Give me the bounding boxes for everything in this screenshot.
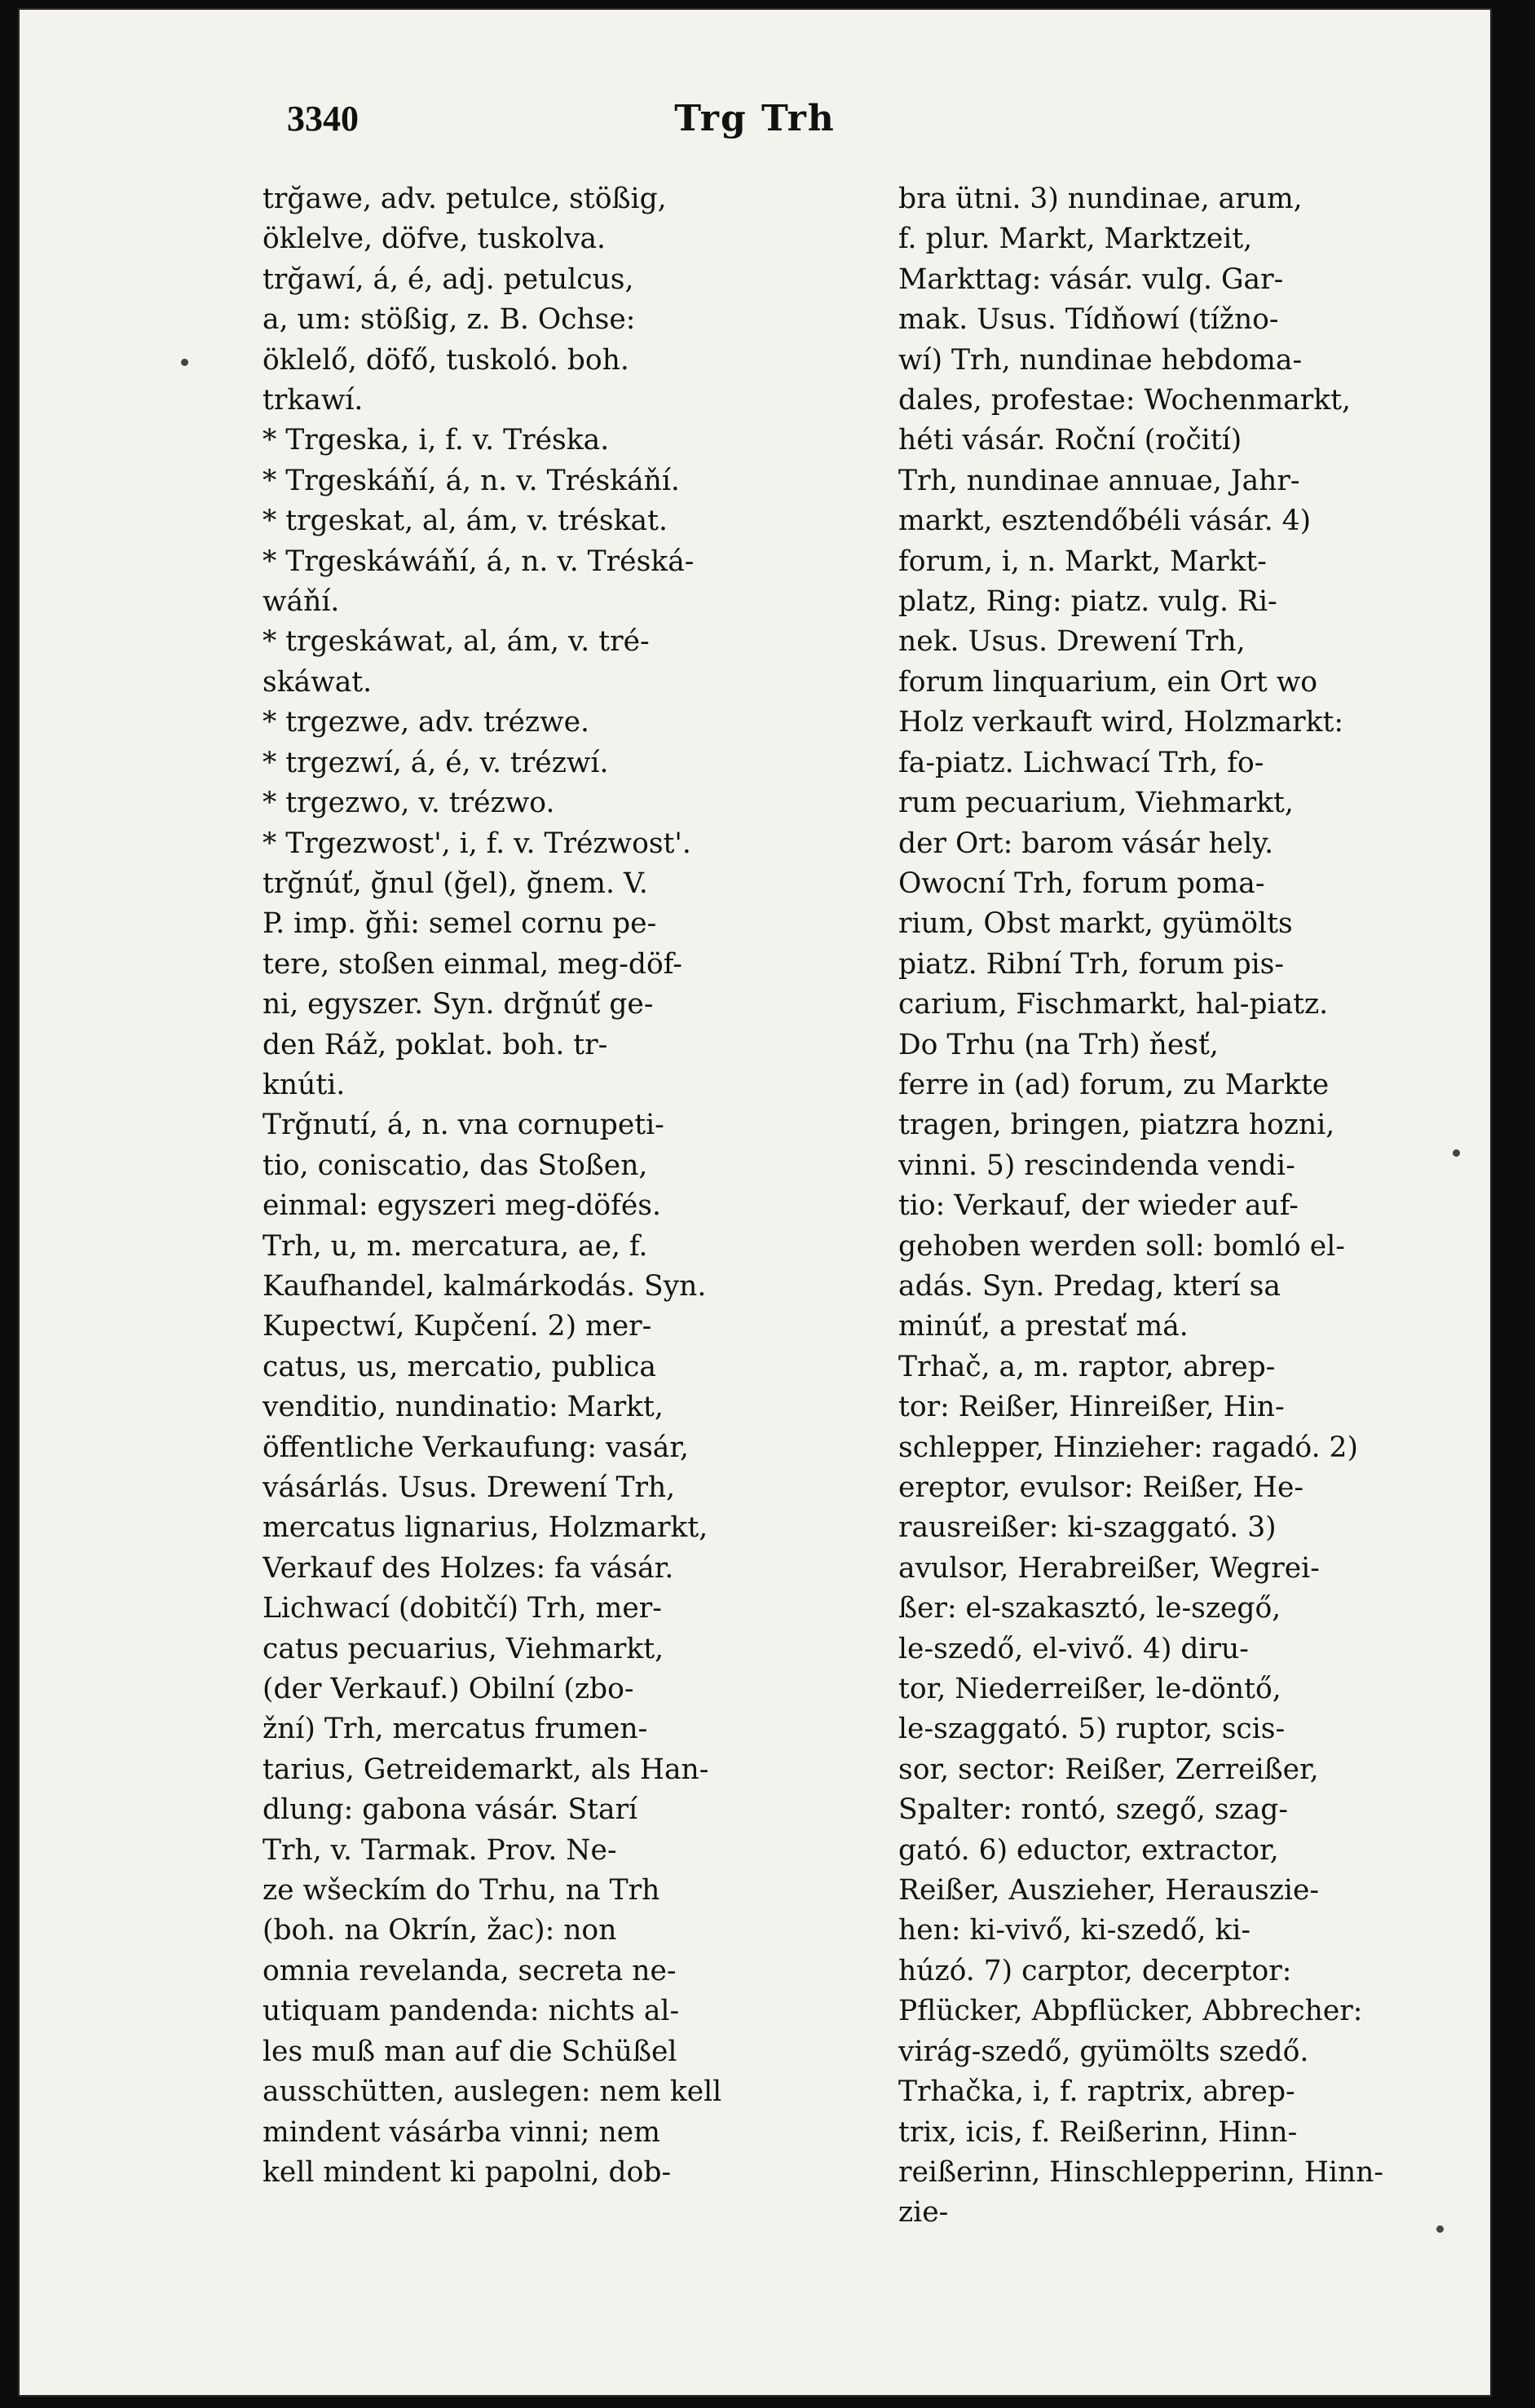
text-line: markt, esztendőbéli vásár. 4) bbox=[898, 505, 1312, 538]
text-line: Owocní Trh, forum poma- bbox=[898, 867, 1265, 900]
text-line: * trgezwo, v. trézwo. bbox=[262, 787, 555, 820]
specks-decoration bbox=[1453, 1149, 1460, 1157]
text-line: héti vásár. Roční (ročití) bbox=[898, 424, 1242, 457]
text-line: mercatus lignarius, Holzmarkt, bbox=[262, 1511, 708, 1545]
text-line: Markttag: vásár. vulg. Gar- bbox=[898, 262, 1284, 296]
text-line: adás. Syn. Predag, kterí sa bbox=[898, 1269, 1281, 1303]
text-line: rum pecuarium, Viehmarkt, bbox=[898, 787, 1294, 820]
text-line: Spalter: rontó, szegő, szag- bbox=[898, 1793, 1289, 1827]
text-line: forum linquarium, ein Ort wo bbox=[898, 665, 1318, 699]
text-line: Holz verkauft wird, Holzmarkt: bbox=[898, 706, 1344, 739]
right-column bbox=[898, 179, 1479, 2234]
text-line: wí) Trh, nundinae hebdoma- bbox=[898, 343, 1303, 377]
text-line: rausreißer: ki-szaggató. 3) bbox=[898, 1511, 1277, 1545]
text-line: Trh, u, m. mercatura, ae, f. bbox=[262, 1229, 648, 1263]
running-header bbox=[18, 98, 1492, 147]
text-line: Pflücker, Abpflücker, Abbrecher: bbox=[898, 1995, 1363, 2028]
text-line: * Trgezwost', i, f. v. Trézwost'. bbox=[262, 827, 691, 860]
text-line: a, um: stößig, z. B. Ochse: bbox=[262, 303, 636, 337]
text-line: omnia revelanda, secreta ne- bbox=[262, 1954, 677, 1987]
text-line: * trgeskat, al, ám, v. tréskat. bbox=[262, 505, 668, 538]
text-line: rium, Obst markt, gyümölts bbox=[898, 907, 1293, 941]
text-line: tor, Niederreißer, le-döntő, bbox=[898, 1673, 1281, 1706]
text-line: P. imp. ğňi: semel cornu pe- bbox=[262, 907, 657, 941]
text-line: Trğnutí, á, n. vna cornupeti- bbox=[262, 1109, 664, 1142]
text-line: tor: Reißer, Hinreißer, Hin- bbox=[898, 1391, 1285, 1424]
text-line: húzó. 7) carptor, decerptor: bbox=[898, 1954, 1292, 1987]
text-line: Kupectwí, Kupčení. 2) mer- bbox=[262, 1310, 652, 1343]
text-line: kell mindent ki papolni, dob- bbox=[262, 2155, 672, 2189]
text-line: Lichwací (dobitčí) Trh, mer- bbox=[262, 1592, 662, 1625]
text-line: catus, us, mercatio, publica bbox=[262, 1350, 656, 1383]
text-line: mindent vásárba vinni; nem bbox=[262, 2115, 660, 2149]
text-line: trğawí, á, é, adj. petulcus, bbox=[262, 262, 634, 296]
text-line: f. plur. Markt, Marktzeit, bbox=[898, 223, 1253, 256]
text-line: der Ort: barom vásár hely. bbox=[898, 827, 1274, 860]
text-line: * Trgeskáňí, á, n. v. Tréskáňí. bbox=[262, 464, 680, 497]
text-line: tere, stoßen einmal, meg-döf- bbox=[262, 947, 682, 981]
text-line: platz, Ring: piatz. vulg. Ri- bbox=[898, 585, 1277, 619]
text-line: den Ráž, poklat. boh. tr- bbox=[262, 1028, 608, 1061]
text-line: le-szaggató. 5) ruptor, scis- bbox=[898, 1713, 1286, 1746]
text-line: minúť, a prestať má. bbox=[898, 1310, 1189, 1343]
text-line: tio: Verkauf, der wieder auf- bbox=[898, 1189, 1299, 1223]
text-line: carium, Fischmarkt, hal-piatz. bbox=[898, 988, 1329, 1021]
text-line: vinni. 5) rescindenda vendi- bbox=[898, 1149, 1295, 1182]
text-line: ereptor, evulsor: Reißer, He- bbox=[898, 1471, 1304, 1504]
left-column bbox=[262, 179, 849, 2193]
text-line: skáwat. bbox=[262, 665, 373, 699]
text-line: ferre in (ad) forum, zu Markte bbox=[898, 1068, 1330, 1101]
text-line: (boh. na Okrín, žac): non bbox=[262, 1914, 617, 1947]
text-line: fa-piatz. Lichwací Trh, fo- bbox=[898, 746, 1264, 779]
text-line: schlepper, Hinzieher: ragadó. 2) bbox=[898, 1431, 1358, 1464]
specks-decoration bbox=[1436, 2225, 1444, 2233]
text-line: öklelve, döfve, tuskolva. bbox=[262, 223, 606, 256]
text-line: öffentliche Verkaufung: vasár, bbox=[262, 1431, 690, 1464]
text-line: tragen, bringen, piatzra hozni, bbox=[898, 1109, 1335, 1142]
text-line: virág-szedő, gyümölts szedő. bbox=[898, 2035, 1309, 2068]
text-line: * Trgeska, i, f. v. Tréska. bbox=[262, 424, 610, 457]
text-line: trix, icis, f. Reißerinn, Hinn- bbox=[898, 2115, 1298, 2149]
text-line: trğawe, adv. petulce, stößig, bbox=[262, 183, 667, 215]
text-line: sor, sector: Reißer, Zerreißer, bbox=[898, 1753, 1319, 1786]
text-line: Trhač, a, m. raptor, abrep- bbox=[898, 1350, 1276, 1383]
text-line: avulsor, Herabreißer, Wegrei- bbox=[898, 1551, 1320, 1585]
text-line: Kaufhandel, kalmárkodás. Syn. bbox=[262, 1269, 707, 1303]
text-line: öklelő, döfő, tuskoló. boh. bbox=[262, 343, 629, 377]
page-number: 3340 bbox=[287, 99, 359, 139]
dictionary-page bbox=[18, 8, 1492, 2397]
text-line: catus pecuarius, Viehmarkt, bbox=[262, 1632, 664, 1665]
text-line: wáňí. bbox=[262, 585, 340, 619]
text-line: Verkauf des Holzes: fa vásár. bbox=[262, 1551, 674, 1585]
text-line: tio, coniscatio, das Stoßen, bbox=[262, 1149, 648, 1182]
text-line: einmal: egyszeri meg-döfés. bbox=[262, 1189, 661, 1223]
header-title: Trg Trh bbox=[674, 98, 836, 139]
text-line: ausschütten, auslegen: nem kell bbox=[262, 2075, 722, 2109]
text-line: Trh, nundinae annuae, Jahr- bbox=[898, 464, 1300, 497]
text-line: forum, i, n. Markt, Markt- bbox=[898, 545, 1267, 578]
text-line: dales, profestae: Wochenmarkt, bbox=[898, 384, 1351, 417]
text-line: ze wšeckím do Trhu, na Trh bbox=[262, 1874, 660, 1907]
text-line: venditio, nundinatio: Markt, bbox=[262, 1391, 664, 1424]
text-line: * Trgeskáwáňí, á, n. v. Tréská- bbox=[262, 545, 695, 578]
text-line: Trhačka, i, f. raptrix, abrep- bbox=[898, 2075, 1295, 2109]
text-line: nek. Usus. Drewení Trh, bbox=[898, 625, 1246, 659]
text-line: ßer: el-szakasztó, le-szegő, bbox=[898, 1592, 1281, 1625]
text-line: zie- bbox=[898, 2196, 949, 2229]
text-line: * trgezwe, adv. trézwe. bbox=[262, 706, 589, 739]
text-line: mak. Usus. Tídňowí (tížno- bbox=[898, 303, 1279, 337]
text-line: bra ütni. 3) nundinae, arum, bbox=[898, 183, 1303, 215]
specks-decoration bbox=[181, 359, 188, 366]
text-line: dlung: gabona vásár. Starí bbox=[262, 1793, 638, 1827]
text-line: Do Trhu (na Trh) ňesť, bbox=[898, 1028, 1219, 1061]
text-line: * trgezwí, á, é, v. trézwí. bbox=[262, 746, 609, 779]
text-line: ni, egyszer. Syn. drğnúť ge- bbox=[262, 988, 654, 1021]
text-line: gehoben werden soll: bomló el- bbox=[898, 1229, 1345, 1263]
text-line: Trh, v. Tarmak. Prov. Ne- bbox=[262, 1833, 617, 1867]
text-line: gató. 6) eductor, extractor, bbox=[898, 1833, 1279, 1867]
text-line: tarius, Getreidemarkt, als Han- bbox=[262, 1753, 709, 1786]
text-line: Reißer, Auszieher, Herauszie- bbox=[898, 1874, 1320, 1907]
text-line: utiquam pandenda: nichts al- bbox=[262, 1995, 680, 2028]
text-line: knúti. bbox=[262, 1068, 346, 1101]
text-line: piatz. Ribní Trh, forum pis- bbox=[898, 947, 1285, 981]
text-line: trğnúť, ğnul (ğel), ğnem. V. bbox=[262, 867, 648, 900]
text-line: les muß man auf die Schüßel bbox=[262, 2035, 677, 2068]
text-line: vásárlás. Usus. Drewení Trh, bbox=[262, 1471, 676, 1504]
text-line: le-szedő, el-vivő. 4) diru- bbox=[898, 1632, 1249, 1665]
text-line: žní) Trh, mercatus frumen- bbox=[262, 1713, 648, 1746]
text-line: reißerinn, Hinschlepperinn, Hinn- bbox=[898, 2155, 1384, 2189]
text-line: hen: ki-vivő, ki-szedő, ki- bbox=[898, 1914, 1251, 1947]
text-line: (der Verkauf.) Obilní (zbo- bbox=[262, 1673, 634, 1706]
text-line: trkawí. bbox=[262, 384, 364, 417]
text-line: * trgeskáwat, al, ám, v. tré- bbox=[262, 625, 650, 659]
